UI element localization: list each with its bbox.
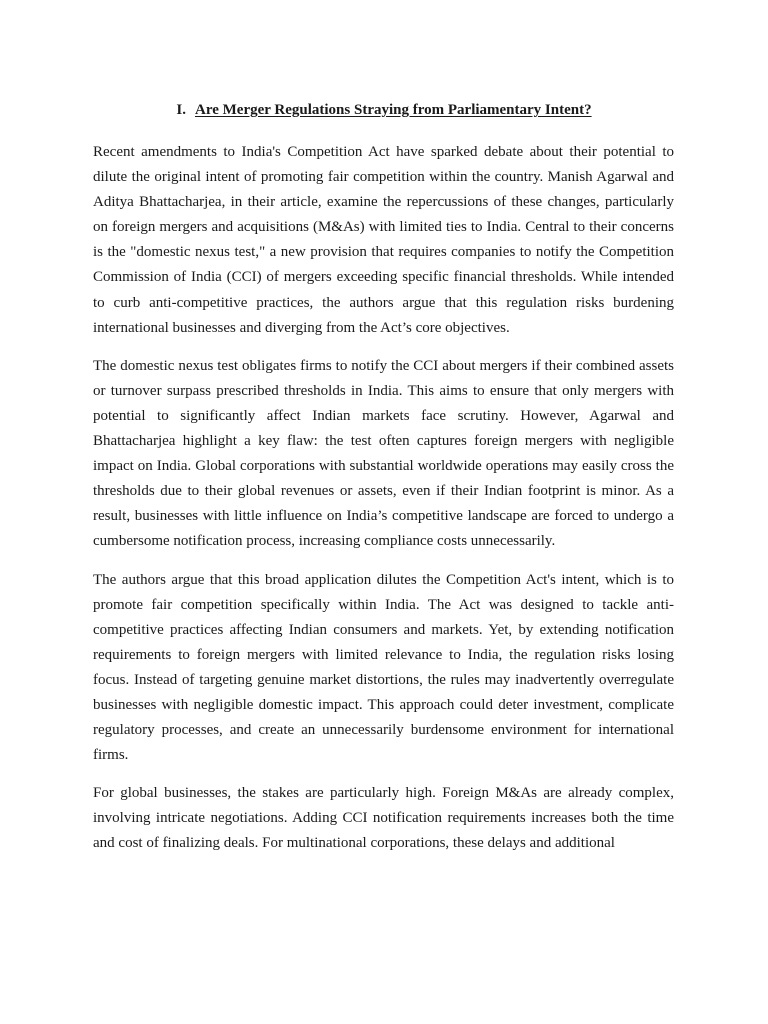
paragraph-2: The domestic nexus test obligates firms to notify the CCI about mergers if their combined assets or turnover surpass prescribed thresholds in India. This aims to ensure that only mergers with potential to significantly affect Indian markets face scrutiny. However, Agarwal and Bhattacharjea highlight a key flaw: the test often captures foreign mergers with negligible impact on India. Global corporations with substantial worldwide operations may easily cross the thresholds due to their global revenues or assets, even if their Indian footprint is minor. As a result, businesses with little influence on India’s competitive landscape are forced to undergo a cumbersome notification process, increasing compliance costs unnecessarily.	[93, 357, 674, 550]
paragraph-3: The authors argue that this broad application dilutes the Competition Act's intent, which is to promote fair competition specifically within India. The Act was designed to tackle anti-competitive practices affecting Indian consumers and markets. Yet, by extending notification requirements to foreign mergers with limited relevance to India, the regulation risks losing focus. Instead of targeting genuine market distortions, the rules may inadvertently overregulate businesses with negligible domestic impact. This approach could deter investment, complicate regulatory processes, and create an unnecessarily burdensome environment for international firms.	[93, 571, 674, 764]
paragraph-1: Recent amendments to India's Competition Act have sparked debate about their potential to dilute the original intent of promoting fair competition within the country. Manish Agarwal and Aditya Bhattacharjea, in their article, examine the repercussions of these changes, particularly on foreign mergers and acquisitions (M&As) with limited ties to India. Central to their concerns is the "domestic nexus test," a new provision that requires companies to notify the Competition Commission of India (CCI) of mergers exceeding specific financial thresholds. While intended to curb anti-competitive practices, the authors argue that this regulation risks burdening international businesses and diverging from the Act’s core objectives.	[93, 144, 674, 336]
section-heading	[0, 101, 768, 119]
body-text	[93, 140, 674, 870]
paragraph-4: For global businesses, the stakes are particularly high. Foreign M&As are already complex, involving intricate negotiations. Adding CCI notification requirements increases both the time and cost of finalizing deals. For multinational corporations, these delays and additional	[93, 785, 674, 852]
section-number: I.	[176, 102, 186, 118]
section-title: Are Merger Regulations Straying from Parliamentary Intent?	[195, 102, 592, 118]
